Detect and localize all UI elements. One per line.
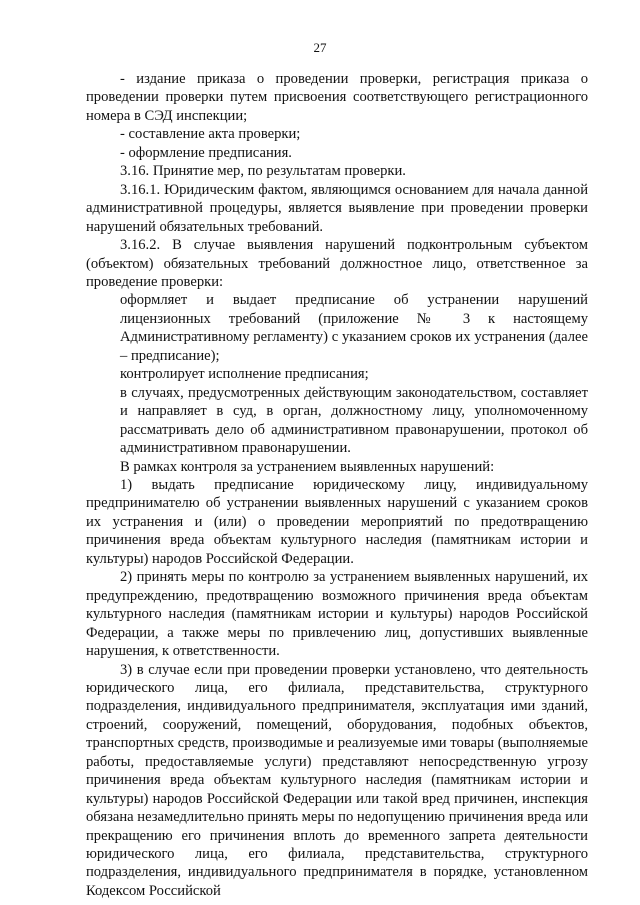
paragraph-issue-prescription: оформляет и выдает предписание об устранении нарушений лицензионных требований (приложение № 3 к настоящему Административному регламенту) с указанием сроков их устранения (далее – предписание);: [120, 292, 588, 364]
paragraph-section-3-16: 3.16. Принятие мер, по результатам проверки.: [120, 163, 406, 180]
paragraph-prescription-drafting: - оформление предписания.: [120, 144, 292, 161]
page-number: 27: [313, 40, 327, 55]
paragraph-item-3: 3) в случае если при проведении проверки установлено, что деятельность юридического лица, его филиала, представительства, структурного подразделения, индивидуального предпринимателя, эксплуатация ими зданий, строений, сооружений, помещений, оборудования, подобных объектов, транспортных средств, производимые и реализуемые ими товары (выполняемые работы, предоставляемые услуги) представляют непосредственную угрозу причинения вреда объектам культурного наследия (памятникам истории и культуры) народов Российской Федерации или такой вред причинен, инспекция обязана незамедлительно принять меры по недопущению причинения вреда или прекращению его причинения вплоть до временного запрета деятельности юридического лица, его филиала, представительства, структурного подразделения, индивидуального предпринимателя в порядке, установленном Кодексом Российской: [86, 661, 588, 899]
paragraph-act-drafting: - составление акта проверки;: [120, 126, 301, 143]
paragraph-control-execution: контролирует исполнение предписания;: [120, 366, 369, 383]
paragraph-item-2: 2) принять меры по контролю за устранением выявленных нарушений, их предупреждению, предотвращению возможного причинения вреда объектам культурного наследия (памятникам истории и культуры) народов Российской Федерации, а также меры по привлечению лиц, допустивших выявленные нарушения, к ответственности.: [86, 569, 588, 660]
paragraph-section-3-16-1: 3.16.1. Юридическим фактом, являющимся основанием для начала данной административной процедуры, является выявление при проведении проверки нарушений обязательных требований.: [86, 181, 588, 235]
document-body: [86, 70, 588, 900]
paragraph-item-1: 1) выдать предписание юридическому лицу, индивидуальному предпринимателю об устранении выявленных нарушений с указанием сроков их устранения и (или) о проведении мероприятий по предотвращению причинения вреда объектам культурного наследия (памятникам истории и культуры) народов Российской Федерации.: [86, 476, 588, 567]
paragraph-section-3-16-2: 3.16.2. В случае выявления нарушений подконтрольным субъектом (объектом) обязательных требований должностное лицо, ответственное за проведение проверки:: [86, 237, 588, 290]
paragraph-order-issuance: - издание приказа о проведении проверки, регистрация приказа о проведении проверки путем присвоения соответствующего регистрационного номера в СЭД инспекции;: [86, 71, 588, 124]
paragraph-court-protocol: в случаях, предусмотренных действующим законодательством, составляет и направляет в суд, в орган, должностному лицу, уполномоченному рассматривать дело об административном правонарушении, протокол об административном правонарушении.: [120, 384, 588, 457]
paragraph-control-heading: В рамках контроля за устранением выявленных нарушений:: [120, 458, 495, 475]
